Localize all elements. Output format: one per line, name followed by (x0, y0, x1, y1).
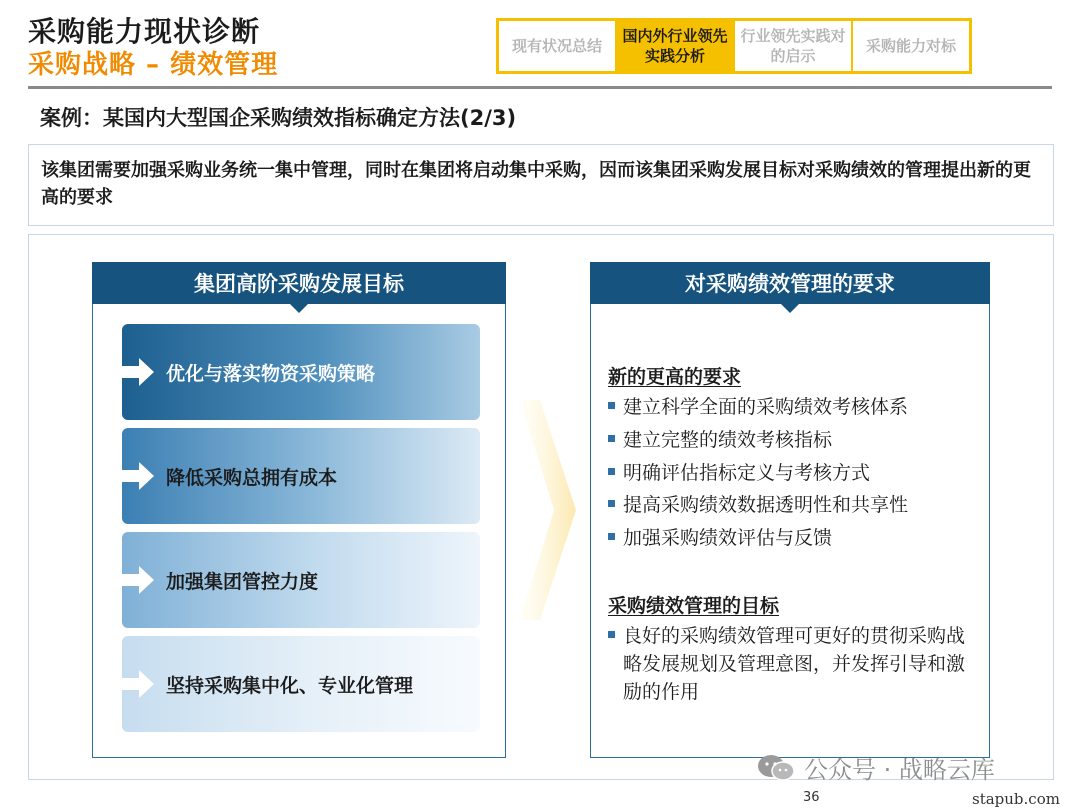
intro-text: 该集团需要加强采购业务统一集中管理，同时在集团将启动集中采购，因而该集团采购发展目标对采购绩效的管理提出新的更高的要求 (41, 160, 1031, 208)
goal-label: 加强集团管控力度 (166, 570, 319, 593)
wechat-icon (756, 753, 796, 783)
goal-label: 坚持采购集中化、专业化管理 (166, 674, 414, 697)
goal-heading: 采购绩效管理的目标 (608, 595, 780, 617)
page-number: 36 (803, 790, 820, 805)
list-item: 加强采购绩效评估与反馈 (608, 524, 832, 552)
list-item: 建立完整的绩效考核指标 (608, 426, 832, 454)
goal-label: 降低采购总拥有成本 (166, 466, 338, 489)
bullet-icon (608, 435, 615, 442)
right-panel-header (590, 262, 990, 304)
bullet-icon (608, 533, 615, 540)
header-divider (28, 86, 1052, 89)
requirements-heading: 新的更高的要求 (608, 366, 742, 388)
page-subtitle: 采购战略 – 绩效管理 (28, 50, 279, 80)
arrow-right-icon (122, 355, 156, 389)
list-item: 建立科学全面的采购绩效考核体系 (608, 393, 908, 421)
watermark-text: 公众号 · 战略云库 (804, 756, 995, 784)
site-label: stapub.com (972, 790, 1060, 808)
tab-leading-practice[interactable]: 国内外行业领先实践分析 (617, 21, 735, 71)
page-title: 采购能力现状诊断 (28, 15, 261, 48)
intro-box (28, 144, 1054, 226)
header-notch (289, 303, 309, 313)
left-panel-title: 集团高阶采购发展目标 (194, 272, 404, 296)
watermark (756, 750, 995, 785)
case-title: 案例：某国内大型国企采购绩效指标确定方法(2/3) (40, 106, 517, 130)
chevron-right-icon (520, 400, 576, 620)
list-item: 提高采购绩效数据透明性和共享性 (608, 491, 908, 519)
bullet-icon (608, 631, 615, 638)
left-panel-header (92, 262, 506, 304)
goal-label: 优化与落实物资采购策略 (166, 362, 376, 385)
bullet-icon (608, 402, 615, 409)
list-item: 明确评估指标定义与考核方式 (608, 459, 870, 487)
section-nav (496, 18, 972, 74)
goal-item (122, 532, 480, 628)
tab-current-status[interactable]: 现有状况总结 (499, 21, 617, 71)
bullet-icon (608, 500, 615, 507)
goal-item (122, 428, 480, 524)
tab-benchmark[interactable]: 采购能力对标 (865, 37, 956, 55)
goal-item (122, 636, 480, 732)
right-panel-title: 对采购绩效管理的要求 (685, 272, 895, 296)
arrow-right-icon (122, 563, 156, 597)
header-notch (780, 303, 800, 313)
tab-practice-insights[interactable]: 行业领先实践对的启示 (735, 21, 853, 71)
arrow-right-icon (122, 667, 156, 701)
bullet-icon (608, 468, 615, 475)
list-item: 良好的采购绩效管理可更好的贯彻采购战略发展规划及管理意图，并发挥引导和激励的作用 (608, 622, 978, 706)
goal-item (122, 324, 480, 420)
arrow-right-icon (122, 459, 156, 493)
